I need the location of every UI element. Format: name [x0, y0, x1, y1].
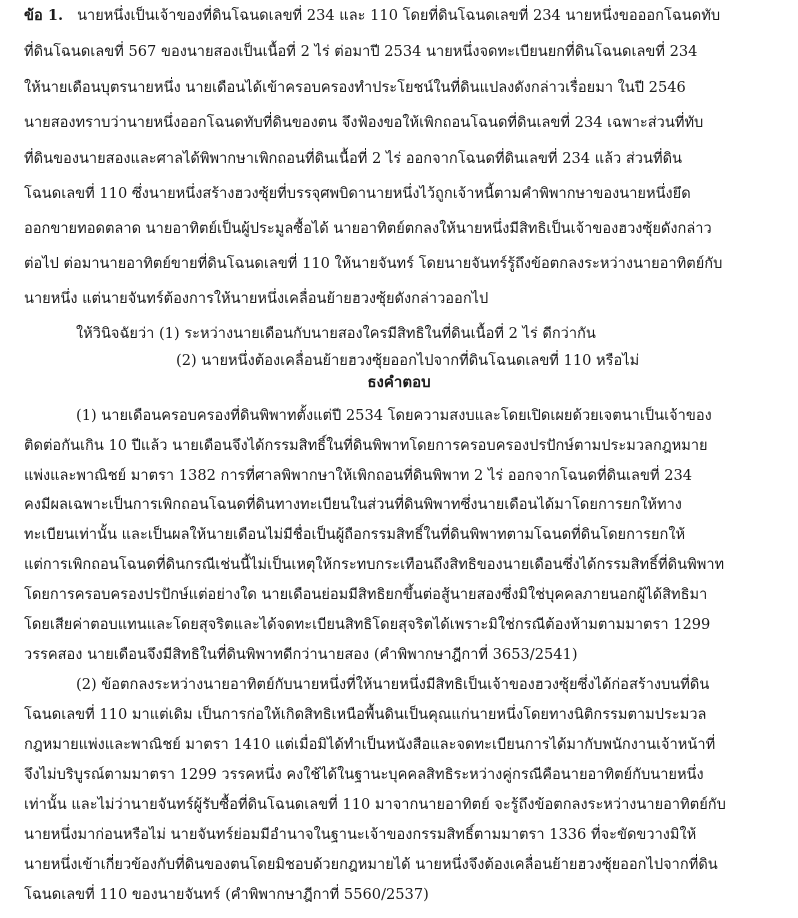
question-line-2: ที่ดินโฉนดเลขที่ 567 ของนายสองเป็นเนื้อที่ 2 ไร่ ต่อมาปี 2534 นายหนึ่งจดทะเบียนยกที่ดินโฉนดเลขที่ 234 — [24, 43, 698, 60]
answer-part1-line-2: ติดต่อกันเกิน 10 ปีแล้ว นายเดือนจึงได้กรรมสิทธิ์ในที่ดินพิพาทโดยการครอบครองปรปักษ์ตามประมวลกฎหมาย — [24, 437, 708, 454]
question-line-8: ต่อไป ต่อมานายอาทิตย์ขายที่ดินโฉนดเลขที่ 110 ให้นายจันทร์ โดยนายจันทร์รู้ถึงข้อตกลงระหว่างนายอาทิตย์กับ — [24, 255, 723, 272]
answer-part2-line-2: โฉนดเลขที่ 110 มาแต่เดิม เป็นการก่อให้เกิดสิทธิเหนือพื้นดินเป็นคุณแก่นายหนึ่งโดยทางนิติกรรมตามประมวล — [24, 706, 707, 723]
answer-part1-line-5: ทะเบียนเท่านั้น และเป็นผลให้นายเดือนไม่มีชื่อเป็นผู้ถือกรรมสิทธิ์ในที่ดินพิพาทตามโฉนดที่ดินโดยการยกให้ — [24, 526, 686, 543]
question-number: ข้อ 1. — [24, 7, 64, 24]
answer-part2-line-3: กฎหมายแพ่งและพาณิชย์ มาตรา 1410 แต่เมื่อมิได้ทำเป็นหนังสือและจดทะเบียนการได้มากับพนักงานเจ้าหน้าที่ — [24, 736, 716, 753]
answer-part2-line-6: นายหนึ่งมาก่อนหรือไม่ นายจันทร์ย่อมมีอำนาจในฐานะเจ้าของกรรมสิทธิ์ตามมาตรา 1336 ที่จะขัดขวางมิให้ — [24, 826, 697, 843]
answer-part2-line-5: เท่านั้น และไม่ว่านายจันทร์ผู้รับซื้อที่ดินโฉนดเลขที่ 110 มาจากนายอาทิตย์ จะรู้ถึงข้อตกลงระหว่างนายอาทิตย์กับ — [24, 796, 726, 813]
question-ask-2: (2) นายหนึ่งต้องเคลื่อนย้ายฮวงซุ้ยออกไปจากที่ดินโฉนดเลขที่ 110 หรือไม่ — [176, 352, 640, 369]
answer-part1-line-8: โดยเสียค่าตอบแทนและโดยสุจริตและได้จดทะเบียนสิทธิโดยสุจริตได้เพราะมิใช่กรณีต้องห้ามตามมาตรา 1299 — [24, 616, 711, 633]
answer-part1-line-4: คงมีผลเฉพาะเป็นการเพิกถอนโฉนดที่ดินทางทะเบียนในส่วนที่ดินพิพาทซึ่งนายเดือนได้มาโดยการยกให้ทาง — [24, 496, 682, 513]
question-ask-1: ให้วินิจฉัยว่า (1) ระหว่างนายเดือนกับนายสองใครมีสิทธิในที่ดินเนื้อที่ 2 ไร่ ดีกว่ากัน — [76, 325, 596, 342]
question-line-5: ที่ดินของนายสองและศาลได้พิพากษาเพิกถอนที่ดินเนื้อที่ 2 ไร่ ออกจากโฉนดที่ดินเลขที่ 234 แล้ว ส่วนที่ดิน — [24, 150, 683, 167]
answer-part1-line-3: แพ่งและพาณิชย์ มาตรา 1382 การที่ศาลพิพากษาให้เพิกถอนที่ดินพิพาท 2 ไร่ ออกจากโฉนดที่ดินเลขที่ 234 — [24, 467, 693, 484]
question-line-6: โฉนดเลขที่ 110 ซึ่งนายหนึ่งสร้างฮวงซุ้ยที่บรรจุศพบิดานายหนึ่งไว้ถูกเจ้าหนี้ตามคำพิพากษาของนายหนึ่งยึด — [24, 185, 691, 202]
question-line-4: นายสองทราบว่านายหนึ่งออกโฉนดทับที่ดินของตน จึงฟ้องขอให้เพิกถอนโฉนดที่ดินเลขที่ 234 เฉพาะส่วนที่ทับ — [24, 114, 704, 131]
question-line-9: นายหนึ่ง แต่นายจันทร์ต้องการให้นายหนึ่งเคลื่อนย้ายฮวงซุ้ยดังกล่าวออกไป — [24, 290, 489, 307]
answer-part1-line-6: แต่การเพิกถอนโฉนดที่ดินกรณีเช่นนี้ไม่เป็นเหตุให้กระทบกระเทือนถึงสิทธิของนายเดือนซึ่งได้กรรมสิทธิ์ที่ดินพิพาท — [24, 556, 725, 573]
answer-part2-line-4: จึงไม่บริบูรณ์ตามมาตรา 1299 วรรคหนึ่ง คงใช้ได้ในฐานะบุคคลสิทธิระหว่างคู่กรณีคือนายอาทิตย์กับนายหนึ่ง — [24, 766, 704, 783]
question-line-3: ให้นายเดือนบุตรนายหนึ่ง นายเดือนได้เข้าครอบครองทำประโยชน์ในที่ดินแปลงดังกล่าวเรื่อยมา ในปี 2546 — [24, 79, 686, 96]
question-line-1: ข้อ 1. นายหนึ่งเป็นเจ้าของที่ดินโฉนดเลขที่ 234 และ 110 โดยที่ดินโฉนดเลขที่ 234 นายหนึ่งขอออกโฉนดทับ — [24, 7, 721, 24]
question-line-7: ออกขายทอดตลาด นายอาทิตย์เป็นผู้ประมูลซื้อได้ นายอาทิตย์ตกลงให้นายหนึ่งมีสิทธิเป็นเจ้าของฮวงซุ้ยดังกล่าว — [24, 220, 712, 237]
answer-part2-line-1: (2) ข้อตกลงระหว่างนายอาทิตย์กับนายหนึ่งที่ให้นายหนึ่งมีสิทธิเป็นเจ้าของฮวงซุ้ยซึ่งได้ก่อสร้างบนที่ดิน — [76, 676, 710, 693]
answer-part1-line-1: (1) นายเดือนครอบครองที่ดินพิพาทตั้งแต่ปี 2534 โดยความสงบและโดยเปิดเผยด้วยเจตนาเป็นเจ้าของ — [76, 407, 712, 424]
answer-part2-line-8: โฉนดเลขที่ 110 ของนายจันทร์ (คำพิพากษาฎีกาที่ 5560/2537) — [24, 886, 429, 903]
answer-part2-line-7: นายหนึ่งเข้าเกี่ยวข้องกับที่ดินของตนโดยมิชอบด้วยกฎหมายได้ นายหนึ่งจึงต้องเคลื่อนย้ายฮวงซุ้ยออกไปจากที่ดิน — [24, 856, 718, 873]
answer-part1-line-7: โดยการครอบครองปรปักษ์แต่อย่างใด นายเดือนย่อมมีสิทธิยกขึ้นต่อสู้นายสองซึ่งมิใช่บุคคลภายนอกผู้ได้สิทธิมา — [24, 586, 708, 603]
answer-heading: ธงคำตอบ — [367, 373, 431, 391]
answer-part1-line-9: วรรคสอง นายเดือนจึงมีสิทธิในที่ดินพิพาทดีกว่านายสอง (คำพิพากษาฎีกาที่ 3653/2541) — [24, 646, 578, 663]
